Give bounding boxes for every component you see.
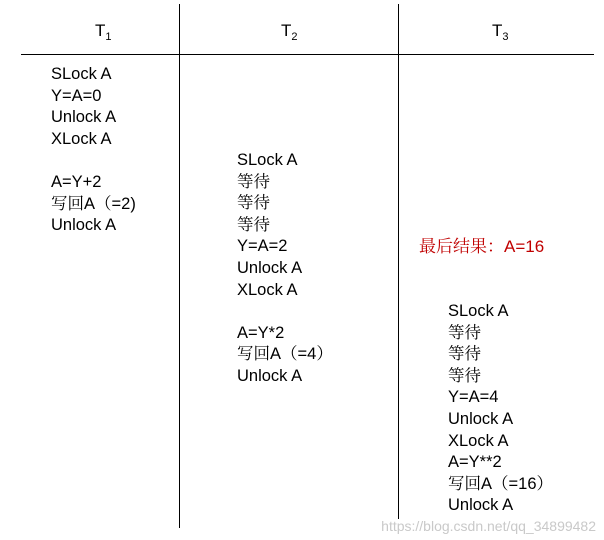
header-t1-sub: 1 bbox=[105, 31, 112, 43]
header-t3-base: T bbox=[492, 21, 503, 40]
final-result: 最后结果：A=16 bbox=[419, 237, 545, 256]
t3-step: Unlock A bbox=[448, 409, 514, 428]
t2-step: 等待 bbox=[237, 194, 270, 213]
t3-step: 等待 bbox=[448, 323, 481, 342]
t2-step: A=Y*2 bbox=[237, 323, 285, 342]
t1-spacer bbox=[51, 150, 136, 172]
t1-step: Y=A=0 bbox=[51, 86, 102, 105]
t2-step: 等待 bbox=[237, 172, 270, 191]
t3-step: 等待 bbox=[448, 345, 481, 364]
header-t3-sub: 3 bbox=[502, 31, 509, 43]
t3-step: Y=A=4 bbox=[448, 388, 499, 407]
t1-step: Unlock A bbox=[51, 216, 117, 235]
t1-step: A=Y+2 bbox=[51, 172, 102, 191]
divider-t1-t2 bbox=[179, 4, 180, 528]
t3-step: 写回A（=16） bbox=[448, 474, 553, 493]
header-t3 bbox=[492, 21, 509, 43]
header-t2 bbox=[281, 21, 298, 43]
t1-step: XLock A bbox=[51, 129, 112, 148]
t2-step: Unlock A bbox=[237, 258, 303, 277]
header-t1 bbox=[95, 21, 112, 43]
divider-t2-t3 bbox=[398, 4, 399, 519]
t2-step: 写回A（=4） bbox=[237, 345, 333, 364]
t1-step: SLock A bbox=[51, 65, 112, 83]
t2-step: SLock A bbox=[237, 151, 298, 169]
t1-step: Unlock A bbox=[51, 108, 117, 127]
t1-step: 写回A（=2) bbox=[51, 194, 136, 213]
t2-step: XLock A bbox=[237, 280, 298, 299]
t2-spacer bbox=[237, 301, 333, 323]
t2-step: Unlock A bbox=[237, 366, 303, 385]
column-t1 bbox=[51, 64, 136, 237]
t3-step: SLock A bbox=[448, 302, 509, 320]
t3-step: Unlock A bbox=[448, 496, 514, 515]
t2-step: Y=A=2 bbox=[237, 237, 288, 256]
header-t2-base: T bbox=[281, 21, 292, 40]
t3-step: A=Y**2 bbox=[448, 453, 502, 472]
t3-step: 等待 bbox=[448, 366, 481, 385]
t2-step: 等待 bbox=[237, 215, 270, 234]
t3-step: XLock A bbox=[448, 431, 509, 450]
watermark: https://blog.csdn.net/qq_34899482 bbox=[381, 518, 596, 534]
header-underline bbox=[21, 54, 594, 55]
column-t3 bbox=[448, 301, 553, 517]
header-t1-base: T bbox=[95, 21, 106, 40]
column-t2 bbox=[237, 150, 333, 388]
header-t2-sub: 2 bbox=[291, 31, 298, 43]
